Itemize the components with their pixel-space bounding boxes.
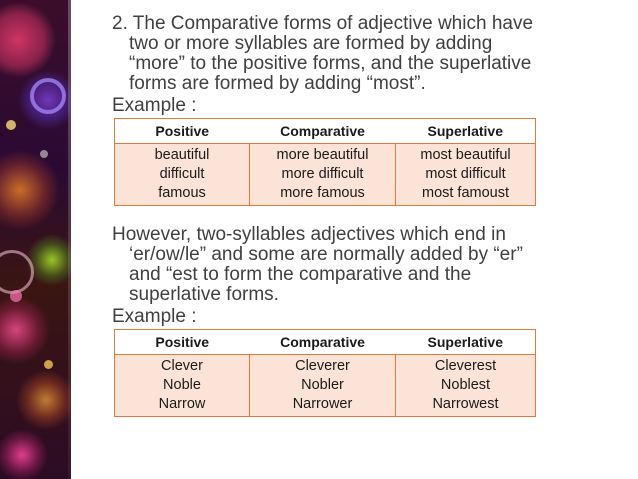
header-superlative: Superlative — [396, 119, 536, 144]
table-header-row — [115, 119, 536, 144]
positive-cell — [115, 355, 250, 417]
word: beautiful — [154, 147, 210, 163]
word: Nobler — [301, 377, 344, 393]
word: more famous — [280, 185, 365, 201]
strip-edge — [68, 0, 71, 479]
word: Noble — [163, 377, 201, 393]
example-label-2: Example : — [112, 306, 197, 327]
decorative-dot — [40, 150, 48, 158]
slide-content — [112, 14, 612, 417]
word: most difficult — [425, 166, 506, 182]
paragraph-line: forms are formed by adding “most”. — [129, 73, 426, 94]
word: Noblest — [440, 377, 491, 393]
table-header-row — [115, 330, 536, 355]
word: most beautiful — [420, 147, 511, 163]
comparative-cell — [250, 355, 396, 417]
paragraph-line: two or more syllables are formed by adding — [129, 33, 493, 54]
decorative-ring — [0, 250, 34, 294]
rule-paragraph-2 — [112, 225, 612, 305]
word: Cleverer — [295, 358, 350, 374]
table-row — [115, 355, 536, 417]
word: Cleverest — [434, 358, 497, 374]
word: Narrower — [292, 396, 353, 412]
example-label-1: Example : — [112, 95, 197, 116]
paragraph-line: 2. The Comparative forms of adjective which have — [112, 13, 534, 34]
word: famous — [158, 185, 206, 201]
decorative-dot — [6, 120, 16, 130]
superlative-cell — [396, 144, 536, 206]
decorative-dot — [10, 290, 22, 302]
word: more difficult — [281, 166, 364, 182]
comparative-cell — [250, 144, 396, 206]
decorative-bokeh-strip — [0, 0, 71, 479]
rule-paragraph-1 — [112, 14, 612, 94]
word: difficult — [159, 166, 205, 182]
paragraph-line: ‘er/ow/le” and some are normally added by “er” — [129, 244, 523, 265]
header-superlative: Superlative — [396, 330, 536, 355]
word: more beautiful — [276, 147, 369, 163]
positive-cell — [115, 144, 250, 206]
paragraph-line: “more” to the positive forms, and the superlative — [129, 53, 532, 74]
superlative-cell — [396, 355, 536, 417]
decorative-dot — [44, 360, 53, 369]
word: Clever — [161, 358, 203, 374]
decorative-ring — [30, 78, 66, 114]
comparison-table-2 — [114, 329, 536, 417]
table-row — [115, 144, 536, 206]
word: Narrowest — [432, 396, 499, 412]
header-comparative: Comparative — [250, 119, 396, 144]
header-positive: Positive — [115, 119, 250, 144]
header-comparative: Comparative — [250, 330, 396, 355]
word: most famoust — [421, 185, 510, 201]
word: Narrow — [158, 396, 206, 412]
paragraph-line: and “est to form the comparative and the — [129, 264, 472, 285]
comparison-table-1 — [114, 118, 536, 206]
paragraph-line: However, two-syllables adjectives which end in — [112, 224, 506, 245]
paragraph-line: superlative forms. — [129, 284, 279, 305]
header-positive: Positive — [115, 330, 250, 355]
